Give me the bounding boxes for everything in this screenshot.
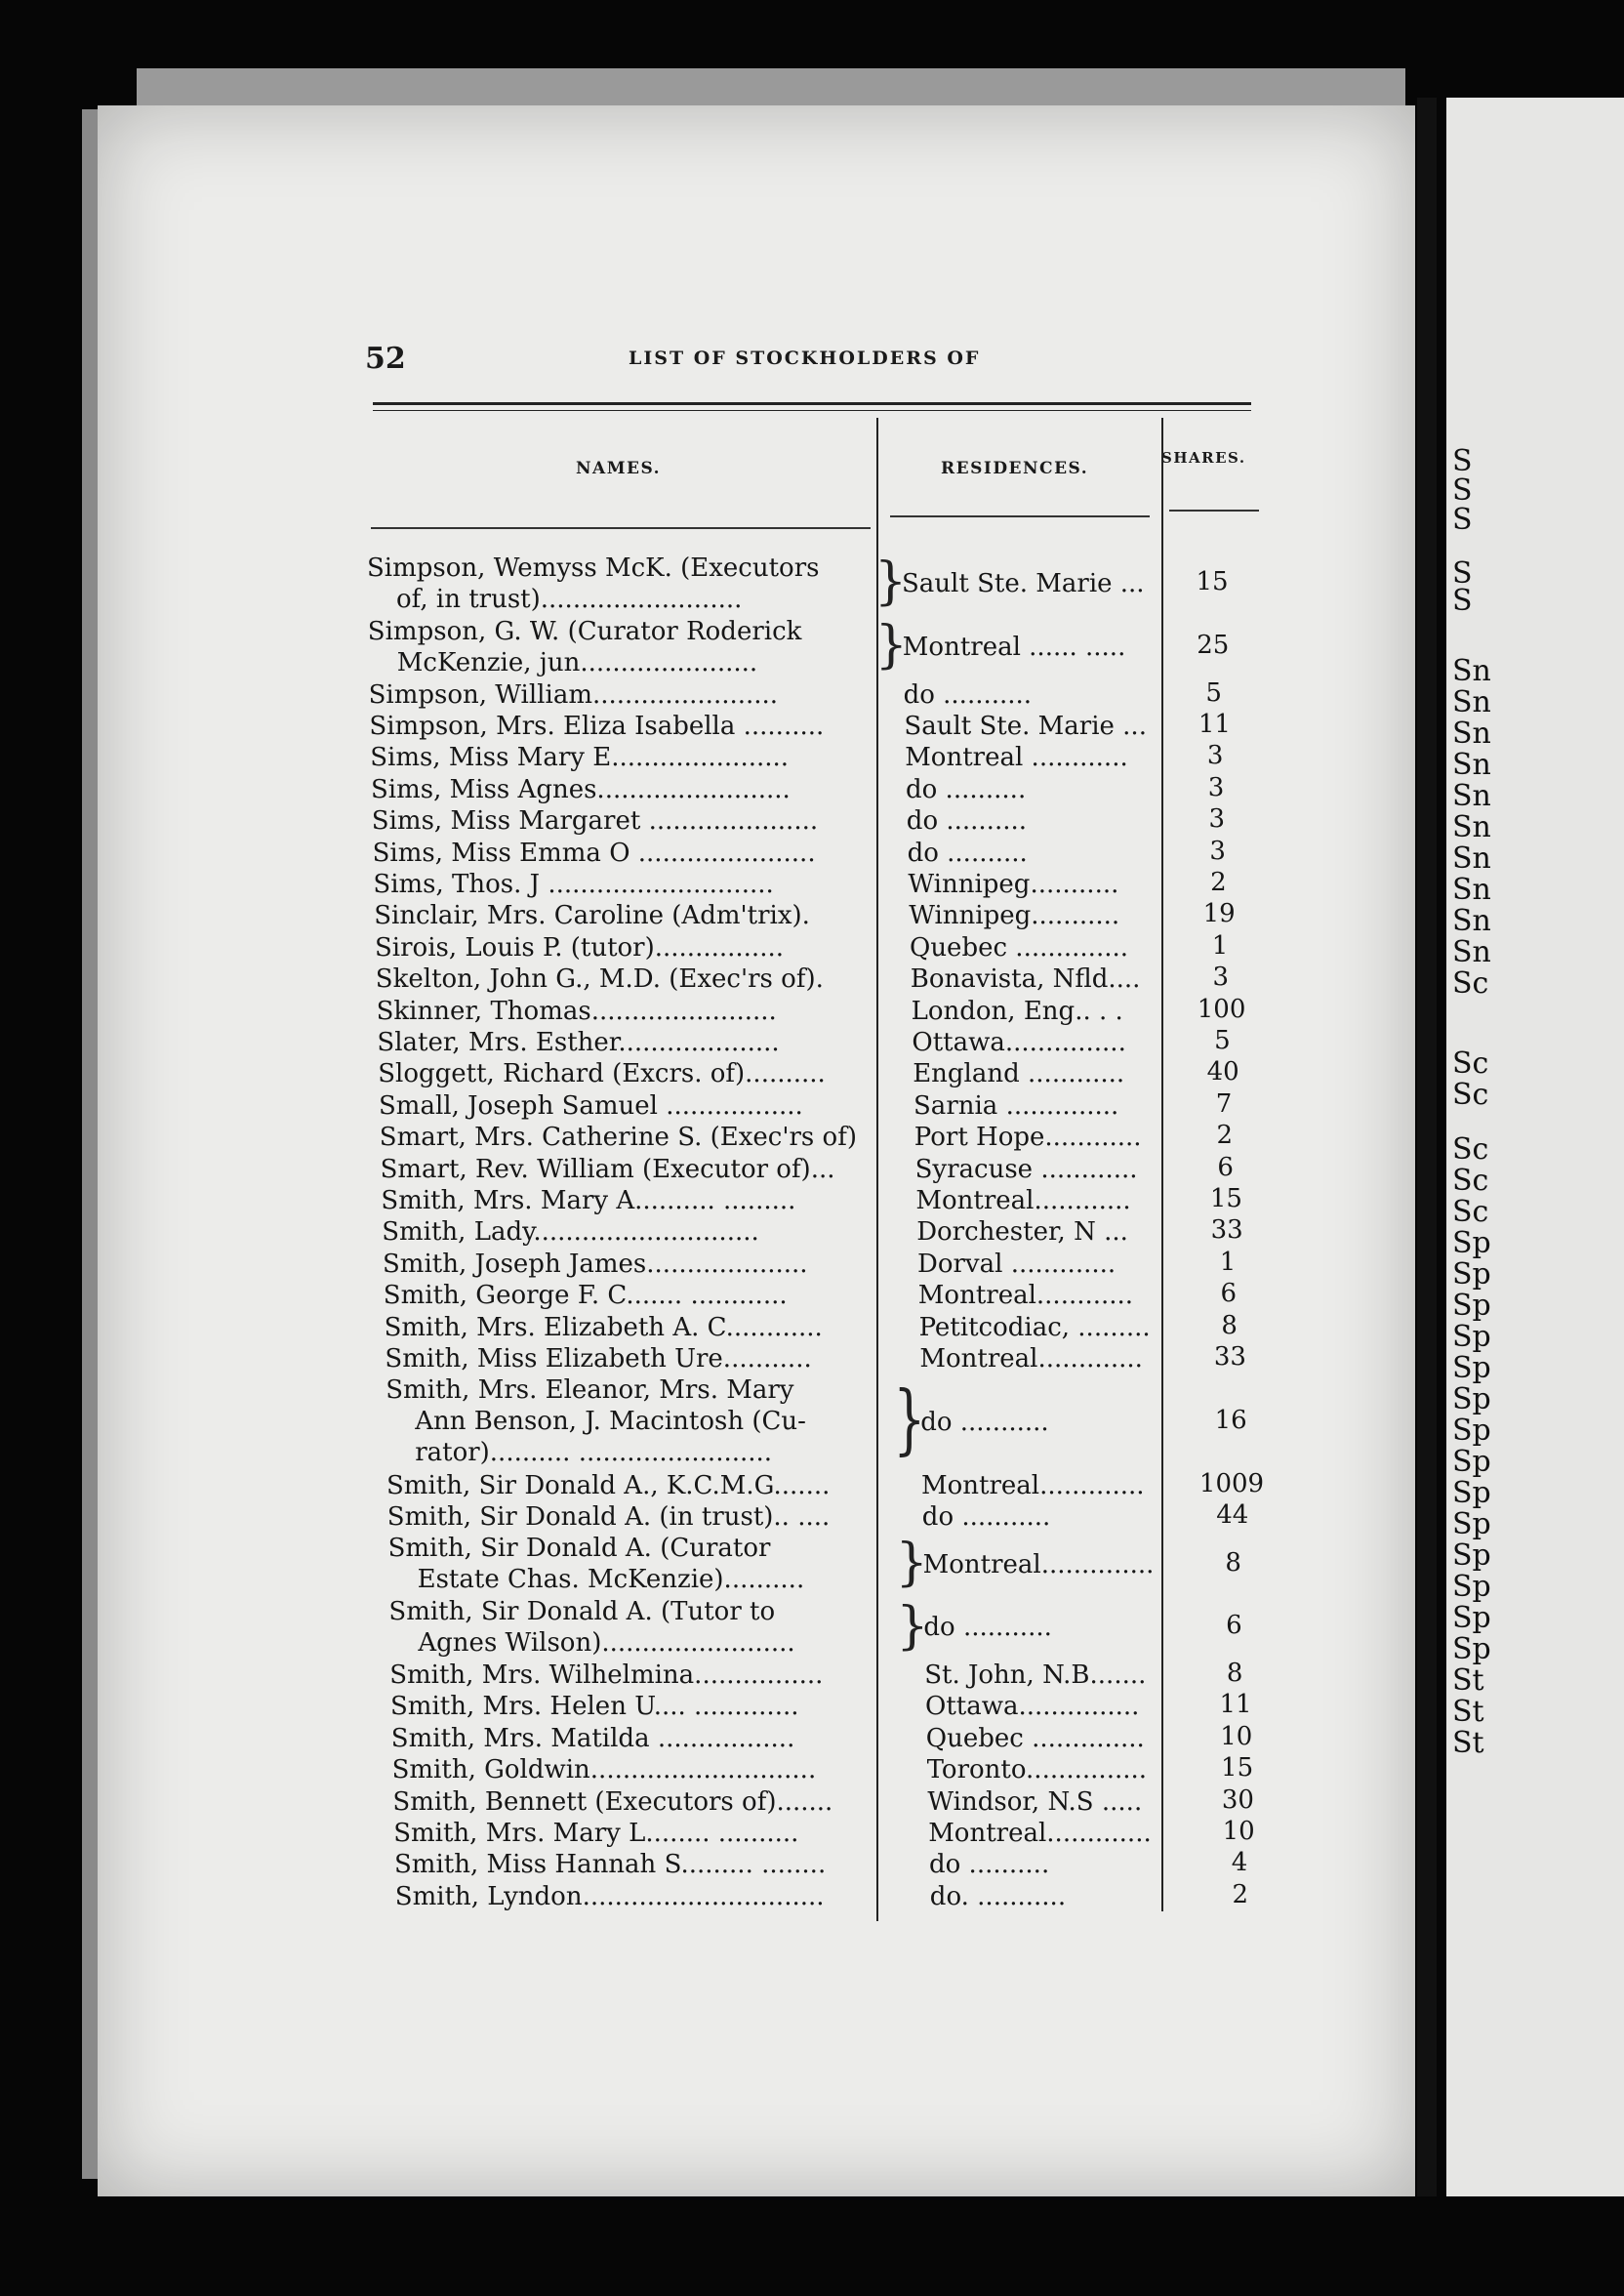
stockholder-name: Skinner, Thomas....................... xyxy=(376,996,777,1026)
shares-count: 11 xyxy=(1198,710,1231,739)
stockholder-name: Smith, Lady............................ xyxy=(382,1217,759,1248)
table-row xyxy=(385,1312,1282,1343)
table-row xyxy=(393,1818,1291,1849)
facing-page-letter: Sn xyxy=(1452,810,1491,844)
stockholder-name: Slater, Mrs. Esther.................... xyxy=(377,1028,780,1057)
table-row xyxy=(386,1374,1283,1469)
residence: do .......... xyxy=(929,1850,1050,1880)
facing-page-letter: Sc xyxy=(1452,1195,1489,1229)
stockholder-name: Smith, Mrs. Eleanor, Mrs. Mary xyxy=(386,1375,794,1406)
table-row xyxy=(373,838,1271,869)
column-header-shares: SHARES. xyxy=(1161,449,1246,467)
residence: Montreal ...... ..... xyxy=(902,632,1126,662)
shares-count: 19 xyxy=(1202,899,1236,929)
names-header-rule xyxy=(371,527,871,529)
facing-page-letter: Sp xyxy=(1452,1632,1491,1666)
stockholder-name: Sinclair, Mrs. Caroline (Adm'trix). xyxy=(374,901,810,931)
shares-count: 3 xyxy=(1208,804,1226,835)
facing-page-letter: Sc xyxy=(1452,1164,1489,1198)
facing-page-letter: Sp xyxy=(1452,1226,1491,1260)
page-top-edge xyxy=(137,68,1405,107)
stockholder-name-continuation: of, in trust)......................... xyxy=(396,585,743,614)
stockholder-name: Smith, Sir Donald A. (Tutor to xyxy=(388,1597,776,1627)
shares-count: 2 xyxy=(1210,868,1227,897)
table-row xyxy=(372,805,1270,837)
facing-page-letter: Sp xyxy=(1452,1476,1491,1510)
table-row xyxy=(381,1185,1279,1216)
facing-page-letter: Sp xyxy=(1452,1289,1491,1323)
table-row xyxy=(371,774,1269,805)
facing-page-letter: St xyxy=(1452,1663,1484,1698)
shares-count: 2 xyxy=(1232,1879,1249,1909)
shares-count: 40 xyxy=(1206,1057,1239,1087)
shares-count: 11 xyxy=(1219,1690,1252,1720)
residence: Quebec .............. xyxy=(925,1723,1145,1753)
facing-page-letter: Sp xyxy=(1452,1414,1491,1448)
shares-count: 8 xyxy=(1225,1547,1241,1578)
stockholder-name-continuation: Ann Benson, J. Macintosh (Cu- xyxy=(415,1407,806,1437)
stockholder-name: Sims, Thos. J ............................ xyxy=(373,870,774,899)
residence: Toronto............... xyxy=(926,1755,1148,1785)
shares-header-rule xyxy=(1169,510,1259,512)
shares-count: 3 xyxy=(1207,772,1225,802)
shares-count: 8 xyxy=(1226,1659,1243,1688)
stockholder-name: Sirois, Louis P. (tutor)................ xyxy=(375,932,784,963)
table-row xyxy=(387,1501,1285,1533)
table-row xyxy=(375,932,1273,964)
facing-page-letter: St xyxy=(1452,1695,1484,1729)
facing-page-letter: St xyxy=(1452,1726,1484,1760)
residence: Port Hope............ xyxy=(914,1123,1142,1153)
shares-count: 15 xyxy=(1221,1753,1254,1784)
shares-count: 44 xyxy=(1216,1500,1249,1530)
shares-count: 3 xyxy=(1209,836,1226,866)
shares-count: 15 xyxy=(1209,1184,1242,1213)
table-row xyxy=(388,1596,1286,1660)
shares-count: 25 xyxy=(1197,630,1230,660)
residence: do. ........... xyxy=(929,1881,1067,1911)
stockholder-name: Small, Joseph Samuel ................. xyxy=(379,1090,803,1121)
facing-page-letter: Sn xyxy=(1452,904,1491,938)
residence: Montreal............. xyxy=(919,1344,1143,1374)
table-row xyxy=(395,1881,1293,1912)
stockholder-name: Smart, Rev. William (Executor of)... xyxy=(380,1154,835,1184)
stockholder-name: Smith, Bennett (Executors of)....... xyxy=(392,1786,833,1817)
stockholder-name: Smart, Mrs. Catherine S. (Exec'rs of) xyxy=(379,1123,857,1153)
table-row xyxy=(368,616,1266,679)
header-rule-bottom xyxy=(373,410,1251,411)
facing-page-letter: S xyxy=(1452,444,1473,478)
stockholder-name: Simpson, Mrs. Eliza Isabella .......... xyxy=(369,712,825,741)
facing-page-letter: Sn xyxy=(1452,779,1491,813)
table-row xyxy=(367,553,1265,616)
shares-count: 7 xyxy=(1215,1088,1233,1119)
residence: do ........... xyxy=(923,1613,1052,1643)
residence: Montreal.............. xyxy=(922,1549,1155,1579)
residence: Petitcodiac, ......... xyxy=(918,1312,1151,1342)
shares-count: 1 xyxy=(1219,1247,1237,1277)
stockholder-name: Sloggett, Richard (Excrs. of).......... xyxy=(378,1059,826,1089)
stockholder-name: Smith, Miss Hannah S......... ........ xyxy=(394,1850,827,1880)
stockholder-name: Smith, Mrs. Elizabeth A. C............ xyxy=(384,1312,823,1342)
stockholder-name: Smith, Mrs. Mary L........ .......... xyxy=(393,1819,799,1848)
residence: Dorchester, N ... xyxy=(916,1217,1128,1248)
stockholder-name: Smith, Mrs. Matilda ................. xyxy=(390,1723,795,1753)
shares-count: 10 xyxy=(1220,1721,1253,1751)
shares-count: 10 xyxy=(1222,1817,1255,1846)
facing-page-letter: Sp xyxy=(1452,1351,1491,1385)
table-row xyxy=(370,742,1268,773)
facing-page-letter: Sp xyxy=(1452,1445,1491,1479)
facing-page-letter: Sn xyxy=(1452,935,1491,969)
facing-page-letter: S xyxy=(1452,584,1473,618)
shares-count: 33 xyxy=(1210,1215,1243,1246)
shares-count: 3 xyxy=(1212,963,1230,993)
residence: Syracuse ............ xyxy=(914,1154,1138,1184)
residence: Sarnia .............. xyxy=(914,1090,1119,1121)
facing-page-letter: Sp xyxy=(1452,1320,1491,1354)
table-row xyxy=(374,900,1272,931)
stockholder-name: Smith, Goldwin............................ xyxy=(391,1755,817,1785)
stockholder-name-continuation: rator).......... ........................ xyxy=(415,1438,773,1468)
residence: do ........... xyxy=(921,1502,1051,1532)
stockholder-name: Sims, Miss Margaret ..................... xyxy=(371,806,819,837)
residence: England ............ xyxy=(913,1059,1125,1089)
table-row xyxy=(377,996,1275,1027)
stockholder-name: Smith, Mrs. Wilhelmina................ xyxy=(389,1660,824,1690)
shares-count: 5 xyxy=(1205,677,1222,708)
shares-count: 6 xyxy=(1217,1152,1234,1182)
book-spine xyxy=(1417,98,1437,2196)
table-row xyxy=(373,869,1271,900)
facing-page-letter: Sp xyxy=(1452,1507,1491,1541)
table-row xyxy=(369,679,1267,711)
residence: do .......... xyxy=(906,774,1027,804)
stockholder-name: Simpson, G. W. (Curator Roderick xyxy=(367,616,802,646)
shares-count: 1 xyxy=(1211,930,1229,961)
table-row xyxy=(388,1533,1286,1596)
stockholder-name: Smith, Mrs. Mary A.......... ......... xyxy=(381,1186,796,1215)
shares-count: 16 xyxy=(1214,1405,1247,1435)
stockholder-name: Smith, Lyndon.............................. xyxy=(394,1881,825,1911)
stockholder-name: Simpson, William....................... xyxy=(368,679,779,710)
shares-count: 15 xyxy=(1196,567,1229,597)
residence: Ottawa............... xyxy=(925,1692,1140,1722)
residence: do ........... xyxy=(920,1407,1049,1437)
residence: Montreal............ xyxy=(915,1186,1131,1215)
stockholder-name: Smith, Joseph James.................... xyxy=(383,1249,808,1279)
residence: London, Eng.. . . xyxy=(911,996,1123,1026)
brace-mark: } xyxy=(895,1533,928,1592)
residence: Montreal............. xyxy=(928,1819,1152,1848)
facing-page-letter: S xyxy=(1452,473,1473,508)
residence: Winnipeg........... xyxy=(908,870,1119,899)
table-row xyxy=(383,1249,1280,1280)
stockholder-name: Skelton, John G., M.D. (Exec'rs of). xyxy=(375,964,824,995)
residence: Windsor, N.S ..... xyxy=(927,1786,1143,1817)
table-row xyxy=(380,1122,1278,1153)
shares-count: 3 xyxy=(1206,741,1224,771)
shares-count: 33 xyxy=(1213,1342,1246,1372)
shares-count: 8 xyxy=(1221,1310,1238,1340)
residence: St. John, N.B....... xyxy=(924,1660,1147,1690)
table-row xyxy=(391,1723,1289,1754)
header-rule-top xyxy=(373,402,1251,405)
page-number: 52 xyxy=(365,342,406,376)
residence: Sault Ste. Marie ... xyxy=(902,569,1145,599)
table-row xyxy=(369,711,1267,742)
stockholder-name: Smith, Mrs. Helen U.... ............. xyxy=(390,1692,799,1722)
facing-page-letter: Sn xyxy=(1452,654,1491,688)
residences-header-rule xyxy=(890,515,1150,517)
facing-page-letter: Sc xyxy=(1452,1078,1489,1112)
stockholder-name-continuation: McKenzie, jun...................... xyxy=(396,647,758,677)
facing-page-letter: Sp xyxy=(1452,1601,1491,1635)
table-row xyxy=(379,1090,1277,1122)
shares-count: 2 xyxy=(1216,1121,1234,1151)
table-row xyxy=(385,1343,1282,1374)
residence: Ottawa............... xyxy=(912,1028,1126,1057)
table-row xyxy=(378,1058,1276,1089)
stockholder-name: Smith, Sir Donald A., K.C.M.G....... xyxy=(386,1470,831,1500)
table-row xyxy=(389,1660,1287,1691)
brace-mark: } xyxy=(896,1596,929,1656)
stockholder-name: Smith, Miss Elizabeth Ure........... xyxy=(385,1344,812,1374)
residence: Montreal............. xyxy=(921,1470,1145,1500)
column-header-residences: RESIDENCES. xyxy=(941,459,1089,478)
facing-page-letter: S xyxy=(1452,503,1473,537)
table-row xyxy=(382,1216,1279,1248)
residence: Winnipeg........... xyxy=(909,901,1120,931)
table-row xyxy=(384,1280,1281,1311)
facing-page-letter: Sc xyxy=(1452,1132,1489,1167)
stockholder-name: Sims, Miss Emma O ...................... xyxy=(372,838,816,868)
facing-page xyxy=(1446,98,1624,2196)
shares-count: 100 xyxy=(1197,994,1246,1024)
residence: Montreal ............ xyxy=(905,743,1128,773)
residence: Montreal............ xyxy=(917,1281,1134,1311)
facing-page-letter: Sn xyxy=(1452,685,1491,719)
residence: Sault Ste. Marie ... xyxy=(904,712,1147,741)
shares-count: 6 xyxy=(1226,1611,1242,1641)
page-header xyxy=(365,342,1253,381)
facing-page-letter: Sn xyxy=(1452,841,1491,876)
shares-count: 30 xyxy=(1221,1784,1254,1815)
table-row xyxy=(377,1027,1275,1058)
facing-page-letter: Sp xyxy=(1452,1257,1491,1292)
facing-page-letter: Sc xyxy=(1452,966,1489,1001)
residence: do ........... xyxy=(903,679,1033,710)
residence: Bonavista, Nfld.... xyxy=(910,964,1141,995)
table-row xyxy=(390,1691,1288,1722)
brace-mark: } xyxy=(874,553,908,612)
facing-page-letter: Sc xyxy=(1452,1046,1489,1081)
table-row xyxy=(381,1154,1279,1185)
residence: Quebec .............. xyxy=(910,932,1129,963)
facing-page-letter: Sn xyxy=(1452,873,1491,907)
stockholder-name-continuation: Agnes Wilson)........................ xyxy=(418,1628,795,1659)
stockholder-name: Sims, Miss Mary E...................... xyxy=(370,743,790,773)
stockholder-name: Smith, Sir Donald A. (Curator xyxy=(387,1534,771,1564)
brace-mark: } xyxy=(893,1375,926,1464)
column-header-names: NAMES. xyxy=(576,459,662,478)
table-row xyxy=(392,1786,1290,1818)
table-row xyxy=(386,1470,1284,1501)
facing-page-letter: Sp xyxy=(1452,1538,1491,1573)
facing-page-letter: Sp xyxy=(1452,1570,1491,1604)
stockholder-name: Sims, Miss Agnes........................ xyxy=(371,774,791,804)
residence: do .......... xyxy=(906,806,1028,837)
residence: Dorval ............. xyxy=(917,1249,1116,1279)
stockholder-name: Simpson, Wemyss McK. (Executors xyxy=(367,554,820,583)
residence: do .......... xyxy=(907,838,1028,868)
shares-count: 1009 xyxy=(1198,1468,1265,1498)
table-row xyxy=(394,1849,1292,1880)
facing-page-letter: S xyxy=(1452,556,1473,591)
shares-count: 5 xyxy=(1214,1026,1231,1055)
facing-page-letter: Sn xyxy=(1452,717,1491,751)
shares-count: 6 xyxy=(1220,1279,1238,1309)
table-row xyxy=(392,1754,1290,1785)
running-title: LIST OF STOCKHOLDERS OF xyxy=(629,348,981,369)
table-row xyxy=(376,964,1274,995)
facing-page-letter: Sn xyxy=(1452,748,1491,782)
brace-mark: } xyxy=(874,616,908,676)
stockholder-name: Smith, George F. C....... ............ xyxy=(383,1281,788,1311)
shares-count: 4 xyxy=(1231,1848,1248,1878)
stockholder-name-continuation: Estate Chas. McKenzie).......... xyxy=(417,1565,805,1595)
stockholder-name: Smith, Sir Donald A. (in trust).. .... xyxy=(386,1502,831,1532)
facing-page-letter: Sp xyxy=(1452,1382,1491,1416)
